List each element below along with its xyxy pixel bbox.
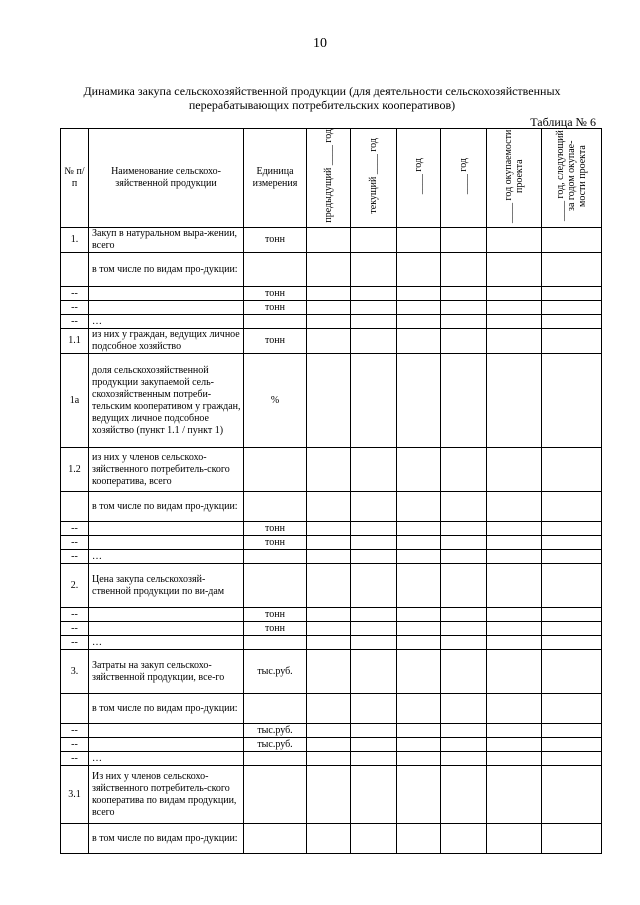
row-unit-cell: тонн xyxy=(244,522,307,536)
row-value-cell xyxy=(441,564,487,608)
row-value-cell xyxy=(397,329,441,354)
row-num-cell xyxy=(61,492,89,522)
row-value-cell xyxy=(397,228,441,253)
row-value-cell xyxy=(542,824,602,854)
table-row xyxy=(61,650,602,694)
row-value-cell xyxy=(351,253,397,287)
row-value-cell xyxy=(441,650,487,694)
table-row xyxy=(61,824,602,854)
row-value-cell xyxy=(542,228,602,253)
row-value-cell xyxy=(441,354,487,448)
row-unit-cell xyxy=(244,766,307,824)
row-value-cell xyxy=(351,766,397,824)
row-value-cell xyxy=(441,522,487,536)
table-row xyxy=(61,287,602,301)
table-label: Таблица № 6 xyxy=(530,115,596,129)
table-row xyxy=(61,354,602,448)
row-value-cell xyxy=(307,301,351,315)
table-row xyxy=(61,253,602,287)
row-value-cell xyxy=(351,522,397,536)
purchase-dynamics-table xyxy=(60,128,602,854)
row-value-cell xyxy=(441,636,487,650)
page-number: 10 xyxy=(313,36,327,51)
row-value-cell xyxy=(397,522,441,536)
header-row xyxy=(61,129,602,228)
row-value-cell xyxy=(351,301,397,315)
row-value-cell xyxy=(397,608,441,622)
row-value-cell xyxy=(441,766,487,824)
row-value-cell xyxy=(351,724,397,738)
row-value-cell xyxy=(487,724,542,738)
table-row xyxy=(61,752,602,766)
row-value-cell xyxy=(487,636,542,650)
header-year-a xyxy=(397,129,441,228)
row-unit-cell: тонн xyxy=(244,287,307,301)
header-num: № п/п xyxy=(61,129,89,228)
table-row xyxy=(61,550,602,564)
row-value-cell xyxy=(351,650,397,694)
header-unit: Единица измерения xyxy=(244,129,307,228)
row-name-cell: в том числе по видам про-дукции: xyxy=(89,253,244,287)
row-value-cell xyxy=(441,492,487,522)
row-value-cell xyxy=(397,354,441,448)
row-value-cell xyxy=(307,564,351,608)
header-year-prev xyxy=(307,129,351,228)
row-value-cell xyxy=(542,492,602,522)
row-value-cell xyxy=(542,636,602,650)
row-value-cell xyxy=(351,738,397,752)
row-value-cell xyxy=(351,824,397,854)
row-unit-cell xyxy=(244,752,307,766)
row-unit-cell: тонн xyxy=(244,622,307,636)
row-value-cell xyxy=(351,550,397,564)
row-num-cell: 1.2 xyxy=(61,448,89,492)
row-value-cell xyxy=(542,448,602,492)
row-value-cell xyxy=(542,287,602,301)
row-value-cell xyxy=(307,608,351,622)
row-num-cell: 3. xyxy=(61,650,89,694)
row-value-cell xyxy=(351,354,397,448)
row-value-cell xyxy=(307,228,351,253)
row-value-cell xyxy=(542,354,602,448)
table-row xyxy=(61,694,602,724)
table-row xyxy=(61,315,602,329)
row-value-cell xyxy=(487,550,542,564)
row-value-cell xyxy=(397,622,441,636)
row-value-cell xyxy=(397,448,441,492)
table-row xyxy=(61,636,602,650)
row-num-cell: -- xyxy=(61,752,89,766)
row-value-cell xyxy=(441,824,487,854)
row-value-cell xyxy=(307,622,351,636)
row-value-cell xyxy=(487,564,542,608)
row-num-cell xyxy=(61,253,89,287)
row-value-cell xyxy=(441,550,487,564)
row-value-cell xyxy=(542,564,602,608)
row-num-cell: 2. xyxy=(61,564,89,608)
row-value-cell xyxy=(397,724,441,738)
table-row xyxy=(61,608,602,622)
row-value-cell xyxy=(487,752,542,766)
row-value-cell xyxy=(441,608,487,622)
row-value-cell xyxy=(441,253,487,287)
row-value-cell xyxy=(307,694,351,724)
row-unit-cell: тыс.руб. xyxy=(244,650,307,694)
row-unit-cell xyxy=(244,253,307,287)
header-year-payback-text: ____ год окупаемости проекта xyxy=(503,129,525,223)
row-value-cell xyxy=(542,752,602,766)
row-value-cell xyxy=(441,329,487,354)
row-num-cell: -- xyxy=(61,287,89,301)
table-row xyxy=(61,329,602,354)
row-name-cell: Затраты на закуп сельскохо-зяйственной продукции, все-го xyxy=(89,650,244,694)
row-value-cell xyxy=(351,564,397,608)
row-value-cell xyxy=(542,550,602,564)
row-unit-cell: тыс.руб. xyxy=(244,724,307,738)
row-value-cell xyxy=(307,724,351,738)
row-value-cell xyxy=(351,636,397,650)
row-value-cell xyxy=(542,650,602,694)
row-value-cell xyxy=(397,636,441,650)
row-unit-cell xyxy=(244,448,307,492)
row-name-cell xyxy=(89,738,244,752)
row-unit-cell: тыс.руб. xyxy=(244,738,307,752)
row-value-cell xyxy=(307,354,351,448)
row-value-cell xyxy=(307,550,351,564)
row-num-cell: 1.1 xyxy=(61,329,89,354)
row-name-cell xyxy=(89,608,244,622)
header-year-b xyxy=(441,129,487,228)
row-value-cell xyxy=(542,253,602,287)
row-name-cell: … xyxy=(89,550,244,564)
row-name-cell xyxy=(89,522,244,536)
row-value-cell xyxy=(351,752,397,766)
row-num-cell: -- xyxy=(61,636,89,650)
row-value-cell xyxy=(307,738,351,752)
row-unit-cell: тонн xyxy=(244,301,307,315)
row-value-cell xyxy=(397,550,441,564)
row-value-cell xyxy=(487,448,542,492)
row-value-cell xyxy=(487,766,542,824)
row-value-cell xyxy=(487,253,542,287)
row-value-cell xyxy=(307,287,351,301)
row-num-cell: -- xyxy=(61,536,89,550)
row-value-cell xyxy=(307,650,351,694)
row-value-cell xyxy=(307,492,351,522)
row-unit-cell xyxy=(244,492,307,522)
row-value-cell xyxy=(542,724,602,738)
row-value-cell xyxy=(351,287,397,301)
row-value-cell xyxy=(351,492,397,522)
row-name-cell xyxy=(89,724,244,738)
row-value-cell xyxy=(542,694,602,724)
row-name-cell xyxy=(89,536,244,550)
header-year-payback xyxy=(487,129,542,228)
table-row xyxy=(61,724,602,738)
row-value-cell xyxy=(542,622,602,636)
header-year-curr-text: текущий ____ год xyxy=(368,138,379,214)
row-unit-cell xyxy=(244,636,307,650)
row-value-cell xyxy=(542,329,602,354)
header-name: Наименование сельскохо-зяйственной продукции xyxy=(89,129,244,228)
row-name-cell: … xyxy=(89,636,244,650)
row-value-cell xyxy=(487,315,542,329)
row-name-cell: из них у членов сельскохо-зяйственного потребитель-ского кооператива, всего xyxy=(89,448,244,492)
row-name-cell: Цена закупа сельскохозяй-ственной продукции по ви-дам xyxy=(89,564,244,608)
row-value-cell xyxy=(307,329,351,354)
row-value-cell xyxy=(487,301,542,315)
row-num-cell: -- xyxy=(61,315,89,329)
row-value-cell xyxy=(351,315,397,329)
row-name-cell: доля сельскохозяйственной продукции закупаемой сель-скохозяйственным потреби-тельским кооперативом у граждан, ведущих личное подсобное хозяйство (пункт 1.1 / пункт 1) xyxy=(89,354,244,448)
row-value-cell xyxy=(397,301,441,315)
table-row xyxy=(61,522,602,536)
row-value-cell xyxy=(441,694,487,724)
row-unit-cell xyxy=(244,315,307,329)
row-value-cell xyxy=(441,448,487,492)
row-value-cell xyxy=(351,608,397,622)
row-value-cell xyxy=(397,694,441,724)
row-value-cell xyxy=(397,738,441,752)
row-name-cell: Из них у членов сельскохо-зяйственного потребитель-ского кооператива по видам продукции, всего xyxy=(89,766,244,824)
row-num-cell: -- xyxy=(61,608,89,622)
row-unit-cell xyxy=(244,550,307,564)
row-unit-cell: % xyxy=(244,354,307,448)
row-value-cell xyxy=(397,766,441,824)
row-value-cell xyxy=(441,228,487,253)
row-value-cell xyxy=(487,354,542,448)
row-value-cell xyxy=(487,522,542,536)
row-value-cell xyxy=(397,536,441,550)
row-value-cell xyxy=(397,752,441,766)
table-row xyxy=(61,492,602,522)
row-value-cell xyxy=(351,448,397,492)
row-unit-cell: тонн xyxy=(244,228,307,253)
row-value-cell xyxy=(307,636,351,650)
row-value-cell xyxy=(307,448,351,492)
row-value-cell xyxy=(397,253,441,287)
row-value-cell xyxy=(542,766,602,824)
row-num-cell: 1а xyxy=(61,354,89,448)
row-value-cell xyxy=(397,650,441,694)
row-value-cell xyxy=(441,752,487,766)
row-value-cell xyxy=(307,315,351,329)
row-value-cell xyxy=(542,738,602,752)
row-name-cell: в том числе по видам про-дукции: xyxy=(89,492,244,522)
row-value-cell xyxy=(397,315,441,329)
row-value-cell xyxy=(397,564,441,608)
table-row xyxy=(61,536,602,550)
row-value-cell xyxy=(542,315,602,329)
table-row xyxy=(61,448,602,492)
row-value-cell xyxy=(351,228,397,253)
row-num-cell: -- xyxy=(61,622,89,636)
row-value-cell xyxy=(441,724,487,738)
row-value-cell xyxy=(307,752,351,766)
row-unit-cell: тонн xyxy=(244,329,307,354)
row-value-cell xyxy=(542,536,602,550)
row-name-cell: в том числе по видам про-дукции: xyxy=(89,694,244,724)
row-value-cell xyxy=(487,650,542,694)
row-unit-cell: тонн xyxy=(244,608,307,622)
header-year-next xyxy=(542,129,602,228)
row-unit-cell xyxy=(244,824,307,854)
row-value-cell xyxy=(397,287,441,301)
header-year-b-text: ____ год xyxy=(458,157,469,195)
row-value-cell xyxy=(441,536,487,550)
row-value-cell xyxy=(487,622,542,636)
row-name-cell xyxy=(89,301,244,315)
row-value-cell xyxy=(351,694,397,724)
row-name-cell: из них у граждан, ведущих личное подсобное хозяйство xyxy=(89,329,244,354)
row-unit-cell: тонн xyxy=(244,536,307,550)
row-name-cell: Закуп в натуральном выра-жении, всего xyxy=(89,228,244,253)
row-name-cell xyxy=(89,287,244,301)
row-num-cell: -- xyxy=(61,301,89,315)
row-value-cell xyxy=(351,329,397,354)
row-name-cell: в том числе по видам про-дукции: xyxy=(89,824,244,854)
row-value-cell xyxy=(307,766,351,824)
table-row xyxy=(61,564,602,608)
row-name-cell xyxy=(89,622,244,636)
row-value-cell xyxy=(307,536,351,550)
header-year-a-text: ____ год xyxy=(413,157,424,195)
header-year-next-text: ____ год, следующий за годом окупае-мости проекта xyxy=(555,130,588,222)
row-value-cell xyxy=(351,536,397,550)
table-row xyxy=(61,228,602,253)
header-year-prev-text: предыдущий ____ год xyxy=(323,129,334,223)
row-num-cell: -- xyxy=(61,550,89,564)
row-value-cell xyxy=(487,492,542,522)
row-value-cell xyxy=(487,608,542,622)
table-row xyxy=(61,738,602,752)
row-num-cell: -- xyxy=(61,738,89,752)
row-value-cell xyxy=(487,287,542,301)
row-value-cell xyxy=(487,738,542,752)
row-value-cell xyxy=(441,301,487,315)
row-value-cell xyxy=(307,522,351,536)
row-num-cell: 3.1 xyxy=(61,766,89,824)
row-unit-cell xyxy=(244,564,307,608)
row-value-cell xyxy=(397,824,441,854)
row-name-cell: … xyxy=(89,315,244,329)
row-value-cell xyxy=(542,608,602,622)
row-value-cell xyxy=(542,522,602,536)
row-value-cell xyxy=(487,824,542,854)
row-value-cell xyxy=(441,738,487,752)
row-unit-cell xyxy=(244,694,307,724)
row-value-cell xyxy=(542,301,602,315)
row-value-cell xyxy=(441,622,487,636)
row-value-cell xyxy=(351,622,397,636)
row-value-cell xyxy=(307,824,351,854)
row-num-cell xyxy=(61,694,89,724)
table-title: Динамика закупа сельскохозяйственной продукции (для деятельности сельскохозяйственных перерабатывающих потребительских кооперативов) xyxy=(83,84,561,112)
row-num-cell xyxy=(61,824,89,854)
row-value-cell xyxy=(487,694,542,724)
row-value-cell xyxy=(487,329,542,354)
row-value-cell xyxy=(441,315,487,329)
row-name-cell: … xyxy=(89,752,244,766)
row-value-cell xyxy=(487,228,542,253)
row-num-cell: -- xyxy=(61,522,89,536)
row-value-cell xyxy=(441,287,487,301)
header-year-curr xyxy=(351,129,397,228)
row-value-cell xyxy=(397,492,441,522)
table-row xyxy=(61,622,602,636)
row-value-cell xyxy=(307,253,351,287)
row-num-cell: 1. xyxy=(61,228,89,253)
row-value-cell xyxy=(487,536,542,550)
row-num-cell: -- xyxy=(61,724,89,738)
table-row xyxy=(61,766,602,824)
table-row xyxy=(61,301,602,315)
